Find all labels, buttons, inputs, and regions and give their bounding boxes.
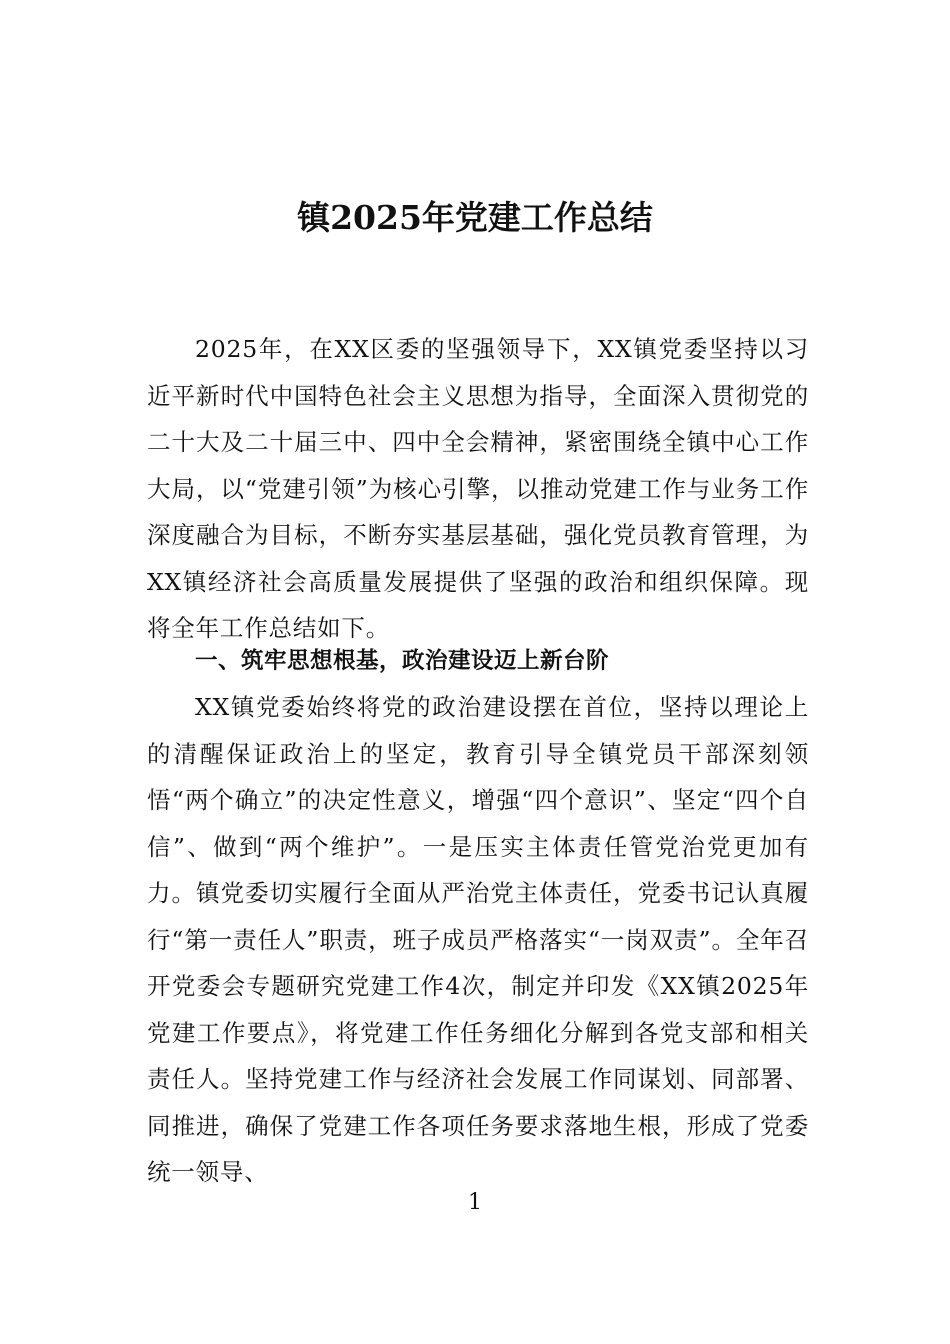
document-title: 镇2025年党建工作总结 bbox=[297, 198, 653, 237]
page-number: 1 bbox=[468, 1190, 482, 1215]
section-heading-1: 一、筑牢思想根基，政治建设迈上新台阶 bbox=[195, 648, 610, 674]
intro-paragraph: 2025年，在XX区委的坚强领导下，XX镇党委坚持以习近平新时代中国特色社会主义思想为指导，全面深入贯彻党的二十大及二十届三中、四中全会精神，紧密围绕全镇中心工作大局，以“党建引领”为核心引擎，以推动党建工作与业务工作深度融合为目标，不断夯实基层基础，强化党员教育管理，为XX镇经济社会高质量发展提供了坚强的政治和组织保障。现将全年工作总结如下。 bbox=[147, 335, 809, 642]
section-1-paragraph: XX镇党委始终将党的政治建设摆在首位，坚持以理论上的清醒保证政治上的坚定，教育引导全镇党员干部深刻领悟“两个确立”的决定性意义，增强“四个意识”、坚定“四个自信”、做到“两个维护”。一是压实主体责任管党治党更加有力。镇党委切实履行全面从严治党主体责任，党委书记认真履行“第一责任人”职责，班子成员严格落实“一岗双责”。全年召开党委会专题研究党建工作4次，制定并印发《XX镇2025年党建工作要点》，将党建工作任务细化分解到各党支部和相关责任人。坚持党建工作与经济社会发展工作同谋划、同部署、同推进，确保了党建工作各项任务要求落地生根，形成了党委统一领导、 bbox=[147, 693, 809, 1186]
